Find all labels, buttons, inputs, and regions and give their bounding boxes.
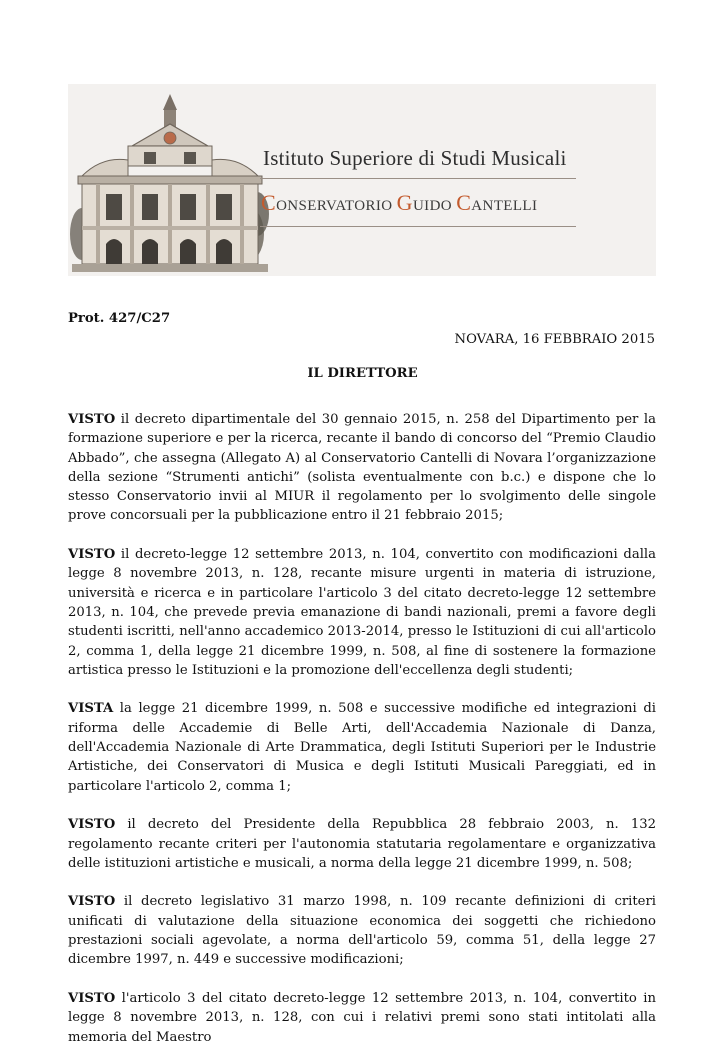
conservatory-name-initial: C <box>456 190 472 215</box>
document-date: NOVARA, 16 FEBBRAIO 2015 <box>454 332 655 347</box>
body-paragraph <box>68 892 656 969</box>
body-paragraph <box>68 989 656 1045</box>
letterhead <box>68 84 656 276</box>
conservatory-name-part: UIDO <box>412 198 453 214</box>
paragraph-text: il decreto-legge 12 settembre 2013, n. 104, convertito con modificazioni dalla legge 8 novembre 2013, n. 128, recante misure urgenti in materia di istruzione, università e ricerca e in particolare l'articolo 3 del citato decreto-legge 12 settembre 2013, n. 104, che prevede previa emanazione di bandi nazionali, premi a favore degli studenti iscritti, nell'anno accademico 2013-2014, presso le Istituzioni di cui all'articolo 2, comma 1, della legge 21 dicembre 1999, n. 508, al fine di sostenere la formazione artistica presso le Istituzioni e la promozione dell'eccellenza degli studenti; <box>68 547 656 678</box>
paragraph-text: il decreto dipartimentale del 30 gennaio 2015, n. 258 del Dipartimento per la formazione superiore e per la ricerca, recante il bando di concorso del “Premio Claudio Abbado”, che assegna (Allegato A) al Conservatorio Cantelli di Novara l’organizzazione della sezione “Strumenti antichi” (solista eventualmente con b.c.) e dispone che lo stesso Conservatorio invii al MIUR il regolamento per lo svolgimento delle singole prove concorsuali per la pubblicazione entro il 21 febbraio 2015; <box>68 412 656 524</box>
institute-name: Istituto Superiore di Studi Musicali <box>263 146 567 170</box>
paragraph-keyword: VISTO <box>68 412 116 427</box>
body-paragraph <box>68 815 656 873</box>
conservatory-name <box>261 190 537 216</box>
letterhead-divider <box>260 226 576 227</box>
document-body <box>68 410 656 1045</box>
paragraph-text: il decreto del Presidente della Repubblica 28 febbraio 2003, n. 132 regolamento recante criteri per l'autonomia statutaria regolamentare e organizzativa delle istituzioni artistiche e musicali, a norma della legge 21 dicembre 1999, n. 508; <box>68 817 656 871</box>
paragraph-keyword: VISTO <box>68 547 116 563</box>
conservatory-name-part: ONSERVATORIO <box>276 198 393 214</box>
conservatory-name-initial: G <box>396 190 413 215</box>
document-heading: IL DIRETTORE <box>307 366 418 381</box>
conservatory-name-initial: C <box>261 190 277 215</box>
body-paragraph <box>68 410 656 526</box>
conservatory-building-illustration <box>72 94 268 272</box>
paragraph-text: la legge 21 dicembre 1999, n. 508 e successive modifiche ed integrazioni di riforma delle Accademie di Belle Arti, dell'Accademia Nazionale di Danza, dell'Accademia Nazionale di Arte Drammatica, degli Istituti Superiori per le Industrie Artistiche, dei Conservatori di Musica e degli Istituti Musicali Pareggiati, ed in particolare l'articolo 2, comma 1; <box>68 701 656 794</box>
paragraph-keyword: VISTO <box>68 817 116 833</box>
paragraph-keyword: VISTO <box>68 894 116 910</box>
paragraph-text: l'articolo 3 del citato decreto-legge 12 settembre 2013, n. 104, convertito in legge 8 novembre 2013, n. 128, con cui i relativi premi sono stati intitolati alla memoria del Maestro <box>68 990 656 1045</box>
conservatory-name-part: ANTELLI <box>471 198 538 214</box>
letterhead-divider <box>260 178 576 179</box>
body-paragraph <box>68 699 656 795</box>
paragraph-keyword: VISTA <box>68 701 114 717</box>
paragraph-keyword: VISTO <box>68 990 116 1006</box>
paragraph-text: il decreto legislativo 31 marzo 1998, n. 109 recante definizioni di criteri unificati di valutazione della situazione economica dei soggetti che richiedono prestazioni sociali agevolate, a norma dell'articolo 59, comma 51, della legge 27 dicembre 1997, n. 449 e successive modificazioni; <box>68 894 656 968</box>
protocol-number: Prot. 427/C27 <box>68 311 171 326</box>
body-paragraph <box>68 545 656 680</box>
